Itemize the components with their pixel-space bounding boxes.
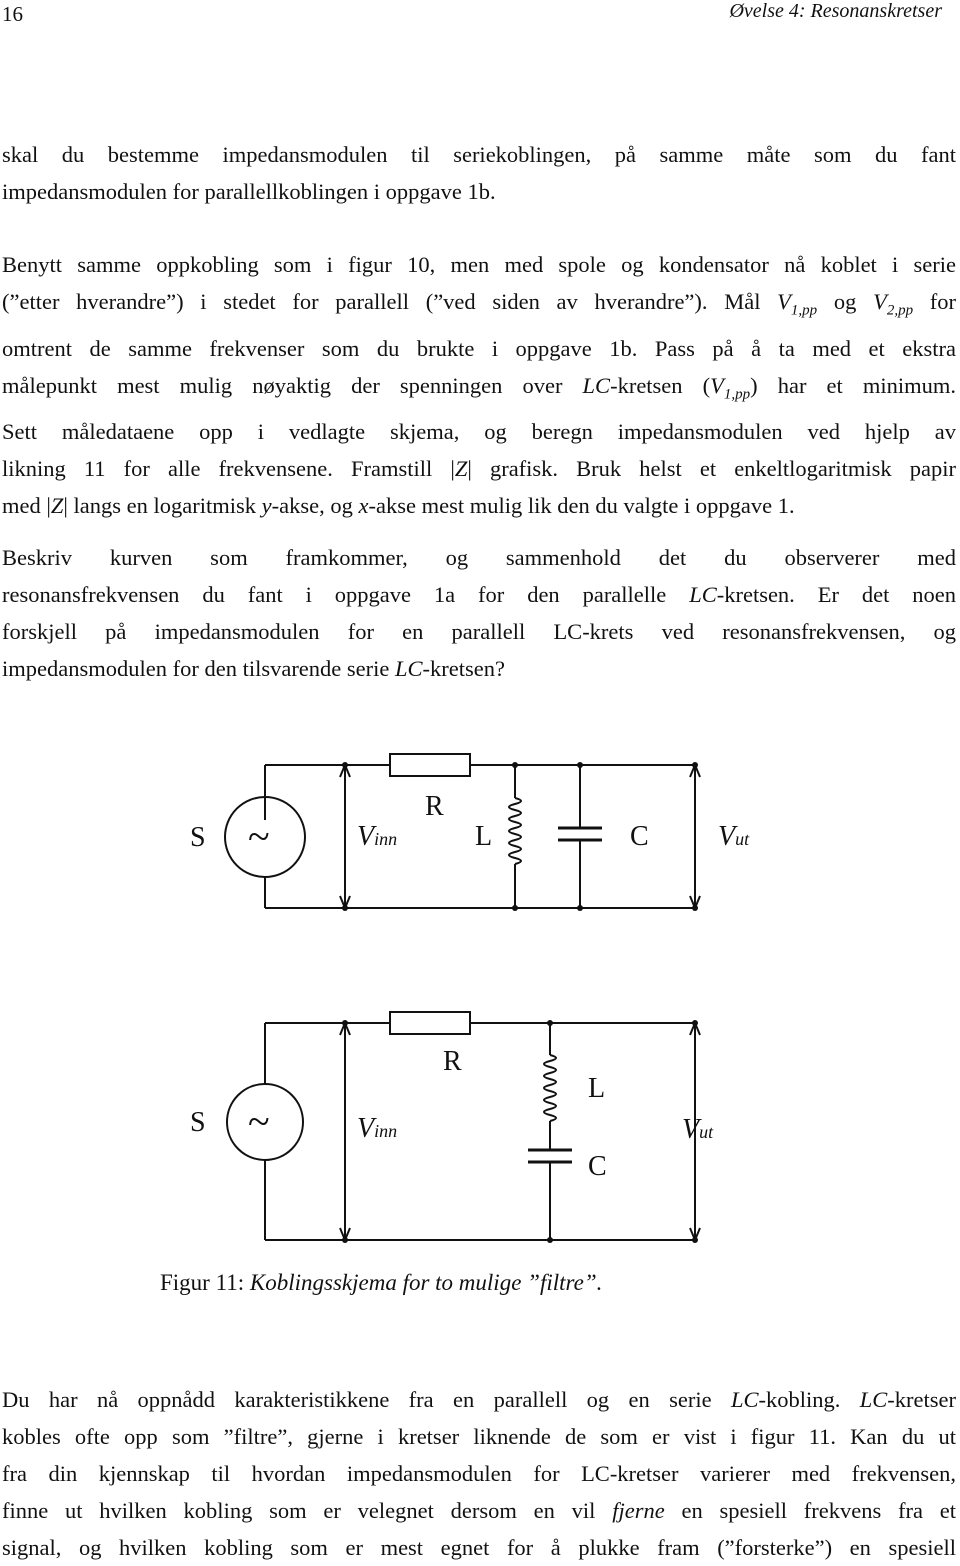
label-tilde: ~ — [248, 1099, 270, 1144]
label-source: S — [190, 1107, 206, 1138]
text-line: likning 11 for alle frekvensene. Framstill |Z| grafisk. Bruk helst et enkeltlogaritmisk papir — [2, 456, 957, 481]
text-line: Benytt samme oppkobling som i figur 10, men med spole og kondensator nå koblet i serie — [2, 252, 956, 277]
label-c: C — [630, 821, 649, 852]
inductor-l — [544, 1055, 556, 1121]
label-vout: Vut — [718, 821, 750, 852]
figure-caption — [160, 1270, 602, 1296]
label-r: R — [425, 791, 444, 822]
paragraph-2 — [2, 246, 956, 524]
text-line: Beskriv kurven som framkommer, og sammenhold det du observerer med — [2, 545, 956, 570]
label-vin: Vinn — [357, 1113, 398, 1144]
label-r: R — [443, 1046, 462, 1077]
text-line: (”etter hverandre”) i stedet for parallell (”ved siden av hverandre”). Mål $V_{1,pp}$ og $V_{2,pp}$ for — [2, 289, 956, 319]
text-line: Sett måledataene opp i vedlagte skjema, og beregn impedansmodulen ved hjelp av — [2, 419, 956, 444]
text-line: impedansmodulen for den tilsvarende serie LC-kretsen? — [2, 656, 505, 681]
inductor-l — [509, 798, 521, 864]
label-l: L — [588, 1073, 606, 1104]
label-vin: Vinn — [357, 821, 398, 852]
circuit-diagrams — [160, 740, 800, 1260]
chapter-title: Øvelse 4: Resonanskretser — [729, 0, 942, 22]
label-l: L — [475, 821, 493, 852]
text-line: omtrent de samme frekvenser som du brukte i oppgave 1b. Pass på å ta med et ekstra — [2, 335, 956, 361]
circuit-figure — [160, 740, 800, 1265]
label-tilde: ~ — [248, 814, 270, 859]
text-line: skal du bestemme impedansmodulen til seriekoblingen, på samme måte som du fant — [2, 142, 956, 167]
label-source: S — [190, 822, 206, 853]
paragraph-1 — [2, 136, 956, 210]
page-number: 16 — [2, 2, 23, 26]
resistor-r — [390, 1012, 470, 1034]
text-line: finne ut hvilken kobling som er velegnet dersom en vil fjerne en spesiell frekvens fra et — [2, 1498, 956, 1523]
text-line: fra din kjennskap til hvordan impedansmodulen for LC-kretser varierer med frekvensen, — [2, 1461, 956, 1486]
text-line: Du har nå oppnådd karakteristikkene fra en parallell og en serie LC-kobling. LC-kretser — [2, 1387, 956, 1412]
text-line: kobles ofte opp som ”filtre”, gjerne i kretser liknende de som er vist i figur 11. Kan du ut — [2, 1424, 956, 1449]
paragraph-3 — [2, 539, 956, 687]
label-c: C — [588, 1151, 607, 1182]
caption-label: Figur 11: — [160, 1270, 250, 1295]
resistor-r — [390, 754, 470, 776]
text-line: impedansmodulen for parallellkoblingen i oppgave 1b. — [2, 179, 496, 204]
text-line: resonansfrekvensen du fant i oppgave 1a for den parallelle LC-kretsen. Er det noen — [2, 582, 956, 607]
text-line: signal, og hvilken kobling som er mest egnet for å plukke fram (”forsterke”) en spesiell — [2, 1535, 956, 1560]
text-line: forskjell på impedansmodulen for en parallell LC-krets ved resonansfrekvensen, og — [2, 619, 956, 644]
text-line: målepunkt mest mulig nøyaktig der spenningen over LC-kretsen $(V_{1,pp})$ har et minimum. — [2, 372, 957, 402]
caption-text: Koblingsskjema for to mulige ”filtre”. — [249, 1270, 603, 1295]
text-line: med |Z| langs en logaritmisk y-akse, og x-akse mest mulig lik den du valgte i oppgave 1. — [2, 493, 795, 518]
paragraph-4 — [2, 1381, 956, 1566]
label-vout: Vut — [682, 1114, 714, 1145]
